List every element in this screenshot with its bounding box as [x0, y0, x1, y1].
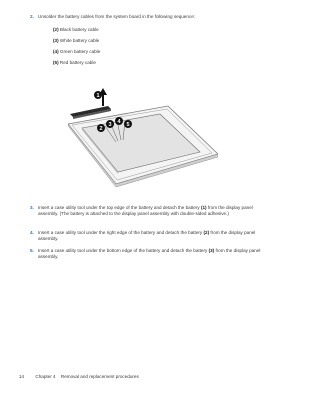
cable-id: (2) — [53, 27, 59, 32]
chapter-title: Removal and replacement procedures — [60, 374, 139, 379]
step-reference: (3) — [208, 248, 215, 253]
step-4 — [30, 230, 274, 243]
cable-id: (5) — [53, 60, 59, 65]
callout-label: 2 — [99, 126, 103, 132]
step-reference: (1) — [200, 205, 207, 210]
step-reference: (2) — [203, 230, 210, 235]
step-2 — [30, 14, 274, 20]
cable-label: Green battery cable — [59, 49, 101, 54]
callout-1 — [94, 91, 102, 99]
step-text: from the display panel assembly. (The battery is attached to the display panel assembly with double-sided adhesive.) — [38, 205, 253, 217]
page-number: 14 — [19, 374, 25, 379]
cable-item — [53, 38, 99, 44]
step-number: 5. — [30, 248, 34, 253]
cable-label: Red battery cable — [59, 60, 96, 65]
callout-4 — [115, 117, 123, 125]
callout-label: 1 — [96, 93, 100, 99]
cable-item — [53, 60, 96, 66]
callout-label: 4 — [117, 119, 121, 125]
step-text: from the display panel assembly. — [38, 230, 256, 242]
step-text: Unsolder the battery cables from the system board in the following sequence: — [38, 14, 196, 19]
callout-label: 5 — [126, 122, 130, 128]
cable-label: Black battery cable — [59, 27, 99, 32]
page-footer — [19, 374, 149, 379]
battery-removal-illustration — [68, 84, 218, 194]
step-text: Insert a case utility tool under the top edge of the battery and detach the battery — [38, 205, 201, 210]
cable-id: (4) — [53, 49, 59, 54]
step-3 — [30, 205, 274, 218]
callout-3 — [106, 120, 114, 128]
step-text: from the display panel assembly. — [38, 248, 261, 260]
cable-item — [53, 27, 99, 33]
callout-5 — [124, 120, 132, 128]
step-text: Insert a case utility tool under the bottom edge of the battery and detach the battery — [38, 248, 209, 253]
step-number: 2. — [30, 14, 34, 19]
step-number: 4. — [30, 230, 34, 235]
step-5 — [30, 248, 274, 261]
callout-2 — [97, 124, 105, 132]
step-text: Insert a case utility tool under the right edge of the battery and detach the battery — [38, 230, 204, 235]
cable-id: (3) — [53, 38, 59, 43]
cable-item — [53, 49, 100, 55]
callout-label: 3 — [108, 122, 112, 128]
cable-label: White battery cable — [59, 38, 100, 43]
step-number: 3. — [30, 205, 34, 210]
chapter-label: Chapter 4 — [35, 374, 56, 379]
